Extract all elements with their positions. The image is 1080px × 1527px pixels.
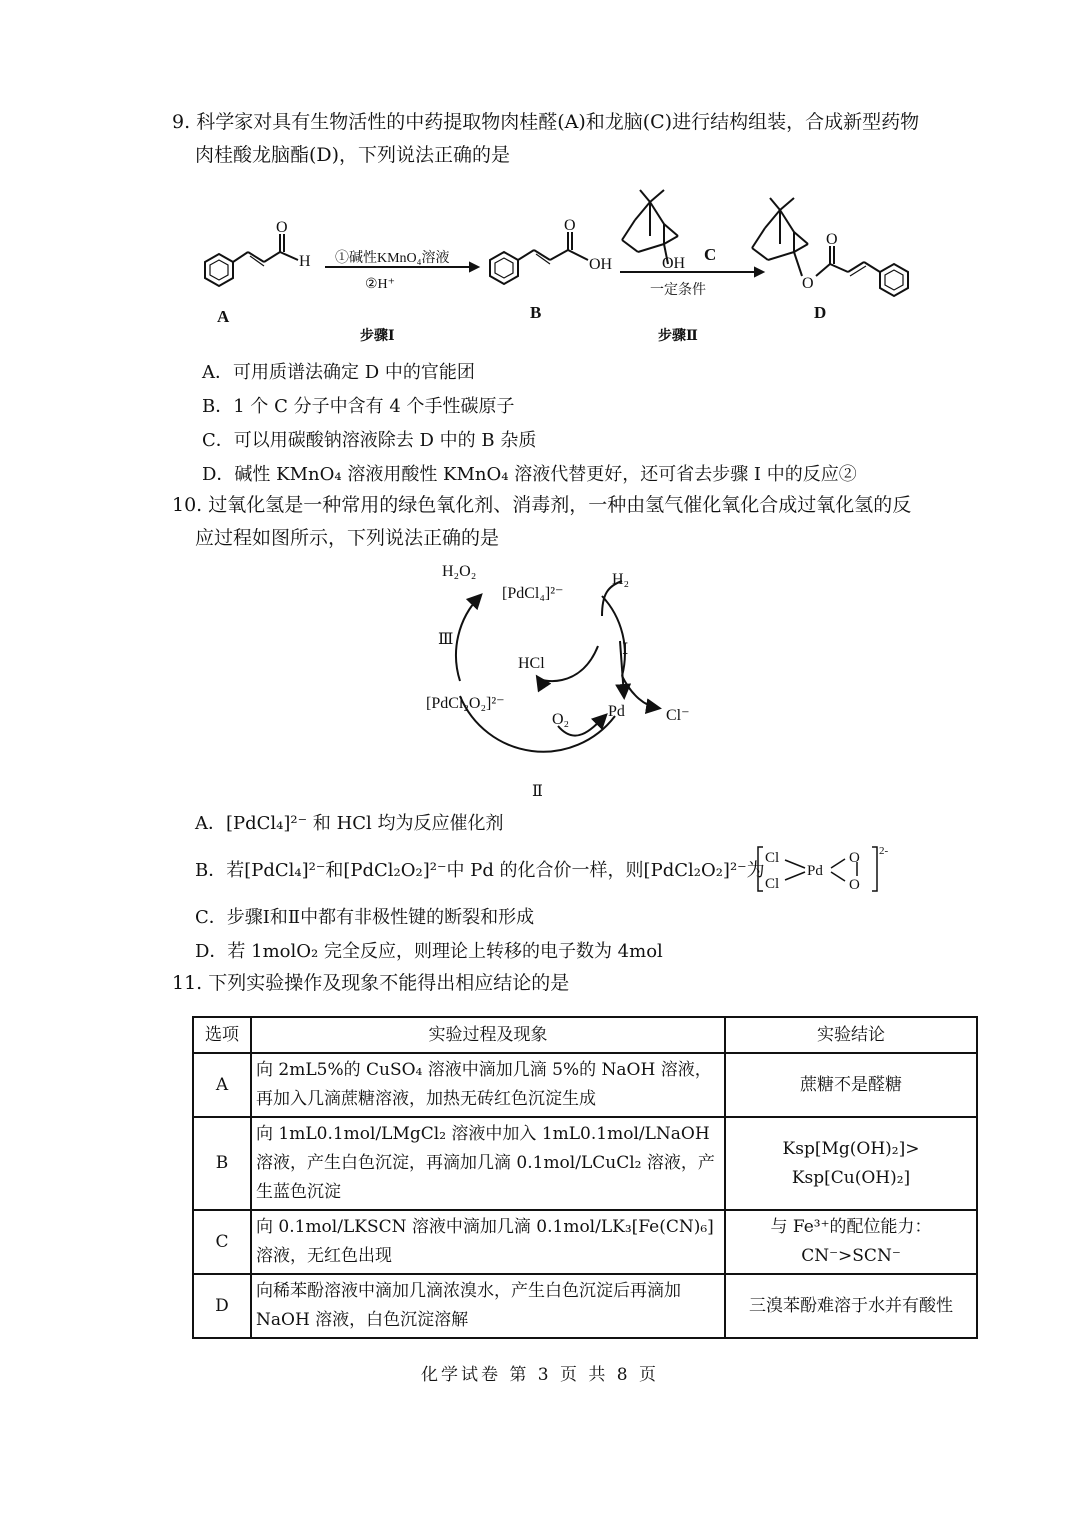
q9-step2-label: 步骤Ⅱ <box>658 329 698 344</box>
q11-stem-text: 下列实验操作及现象不能得出相应结论的是 <box>208 972 570 994</box>
q10-struct-cl-top: Cl <box>765 850 780 866</box>
row-conclusion: Ksp[Mg(OH)₂]> Ksp[Cu(OH)₂] <box>725 1117 977 1210</box>
row-option: A <box>193 1053 251 1117</box>
table-row <box>193 1210 977 1274</box>
row-option: C <box>193 1210 251 1274</box>
q10-stem-text-1: 过氧化氢是一种常用的绿色氧化剂、消毒剂，一种由氢气催化氧化合成过氧化氢的反 <box>208 494 912 516</box>
q11-experiment-table <box>192 1016 978 1339</box>
q9-step2-condition: 一定条件 <box>650 283 706 298</box>
row-procedure: 向稀苯酚溶液中滴加几滴浓溴水，产生白色沉淀后再滴加 NaOH 溶液，白色沉淀溶解 <box>251 1274 725 1338</box>
q10-step2: Ⅱ <box>532 783 543 800</box>
q9-acid-O: O <box>564 217 576 234</box>
q10-stem-line2: 应过程如图所示，下列说法正确的是 <box>195 527 500 549</box>
q11-number: 11. <box>172 972 203 994</box>
q10-struct-o-top: O <box>849 850 860 866</box>
q9-step1-label: 步骤Ⅰ <box>360 329 395 344</box>
q10-hcl: HCl <box>518 655 545 672</box>
q10-option-B: B．若[PdCl₄]²⁻和[PdCl₂O₂]²⁻中 Pd 的化合价一样，则[PdCl₂O₂]²⁻为 <box>195 860 765 881</box>
page-footer: 化学试卷 第 3 页 共 8 页 <box>420 1365 660 1385</box>
table-header-option: 选项 <box>193 1017 251 1053</box>
q9-alcohol-OH: OH <box>662 255 686 272</box>
q9-stem-line1 <box>172 106 919 139</box>
q10-struct-cl-bottom: Cl <box>765 876 780 892</box>
q10-h2: H₂ <box>612 571 630 588</box>
q10-catalytic-cycle <box>410 556 710 806</box>
q10-option-C: C．步骤Ⅰ和Ⅱ中都有非极性键的断裂和形成 <box>195 907 535 928</box>
q9-option-C: C．可以用碳酸钠溶液除去 D 中的 B 杂质 <box>202 430 537 451</box>
q10-step3: Ⅲ <box>438 631 454 648</box>
q10-number: 10. <box>172 494 203 516</box>
q11-stem <box>172 967 569 1000</box>
q9-acid-OH: OH <box>589 256 613 273</box>
q10-pdcl2o2: [PdCl₂O₂]²⁻ <box>426 695 505 712</box>
row-procedure: 向 1mL0.1mol/LMgCl₂ 溶液中加入 1mL0.1mol/LNaOH 溶液，产生白色沉淀，再滴加几滴 0.1mol/LCuCl₂ 溶液，产生蓝色沉淀 <box>251 1117 725 1210</box>
q9-compound-B-label: B <box>530 303 542 322</box>
table-row <box>193 1053 977 1117</box>
table-header-row <box>193 1017 977 1053</box>
q9-stem-text-1: 科学家对具有生物活性的中药提取物肉桂醛(A)和龙脑(C)进行结构组装，合成新型药物 <box>196 111 920 133</box>
q9-option-A: A．可用质谱法确定 D 中的官能团 <box>202 362 475 383</box>
row-option: B <box>193 1117 251 1210</box>
q9-stem-line2: 肉桂酸龙脑酯(D)，下列说法正确的是 <box>195 144 511 166</box>
q9-compound-D-label: D <box>814 303 827 322</box>
row-conclusion: 与 Fe³⁺的配位能力：CN⁻>SCN⁻ <box>725 1210 977 1274</box>
q9-step1-reagent2: ②H⁺ <box>365 277 396 292</box>
q10-stem-line1 <box>172 489 911 522</box>
q9-aldehyde-H: H <box>299 253 311 270</box>
q9-option-B: B．1 个 C 分子中含有 4 个手性碳原子 <box>202 396 515 417</box>
row-conclusion: 三溴苯酚难溶于水并有酸性 <box>725 1274 977 1338</box>
table-header-conclusion: 实验结论 <box>725 1017 977 1053</box>
q10-option-B-structure <box>755 844 895 894</box>
q10-option-A: A．[PdCl₄]²⁻ 和 HCl 均为反应催化剂 <box>195 813 504 834</box>
q9-ester-O2: O <box>826 231 838 248</box>
q10-option-D: D．若 1molO₂ 完全反应，则理论上转移的电子数为 4mol <box>195 941 663 962</box>
row-procedure: 向 0.1mol/LKSCN 溶液中滴加几滴 0.1mol/LK₃[Fe(CN)₆] 溶液，无红色出现 <box>251 1210 725 1274</box>
q9-ester-O1: O <box>802 275 814 292</box>
q9-option-D: D．碱性 KMnO₄ 溶液用酸性 KMnO₄ 溶液代替更好，还可省去步骤 I 中的反应② <box>202 464 857 485</box>
q10-pd: Pd <box>608 703 625 720</box>
q9-aldehyde-O: O <box>276 219 288 236</box>
q9-reaction-scheme <box>180 172 950 352</box>
table-row <box>193 1274 977 1338</box>
table-header-procedure: 实验过程及现象 <box>251 1017 725 1053</box>
q10-o2: O₂ <box>552 711 570 728</box>
q9-step1-reagent1: ①碱性KMnO₄溶液 <box>335 251 450 266</box>
row-conclusion: 蔗糖不是醛糖 <box>725 1053 977 1117</box>
q9-number: 9. <box>172 111 191 133</box>
q9-compound-A-label: A <box>217 307 230 326</box>
q10-step1: Ⅰ <box>622 641 629 658</box>
q10-pdcl4: [PdCl₄]²⁻ <box>502 585 564 602</box>
row-option: D <box>193 1274 251 1338</box>
table-row <box>193 1117 977 1210</box>
q10-struct-o-bottom: O <box>849 877 860 893</box>
q10-h2o2: H₂O₂ <box>442 563 477 580</box>
row-procedure: 向 2mL5%的 CuSO₄ 溶液中滴加几滴 5%的 NaOH 溶液，再加入几滴蔗糖溶液，加热无砖红色沉淀生成 <box>251 1053 725 1117</box>
q9-compound-C-label: C <box>704 245 717 264</box>
q10-cl-minus: Cl⁻ <box>666 707 690 724</box>
q10-struct-charge: 2- <box>879 845 889 857</box>
q10-struct-pd: Pd <box>807 863 823 879</box>
